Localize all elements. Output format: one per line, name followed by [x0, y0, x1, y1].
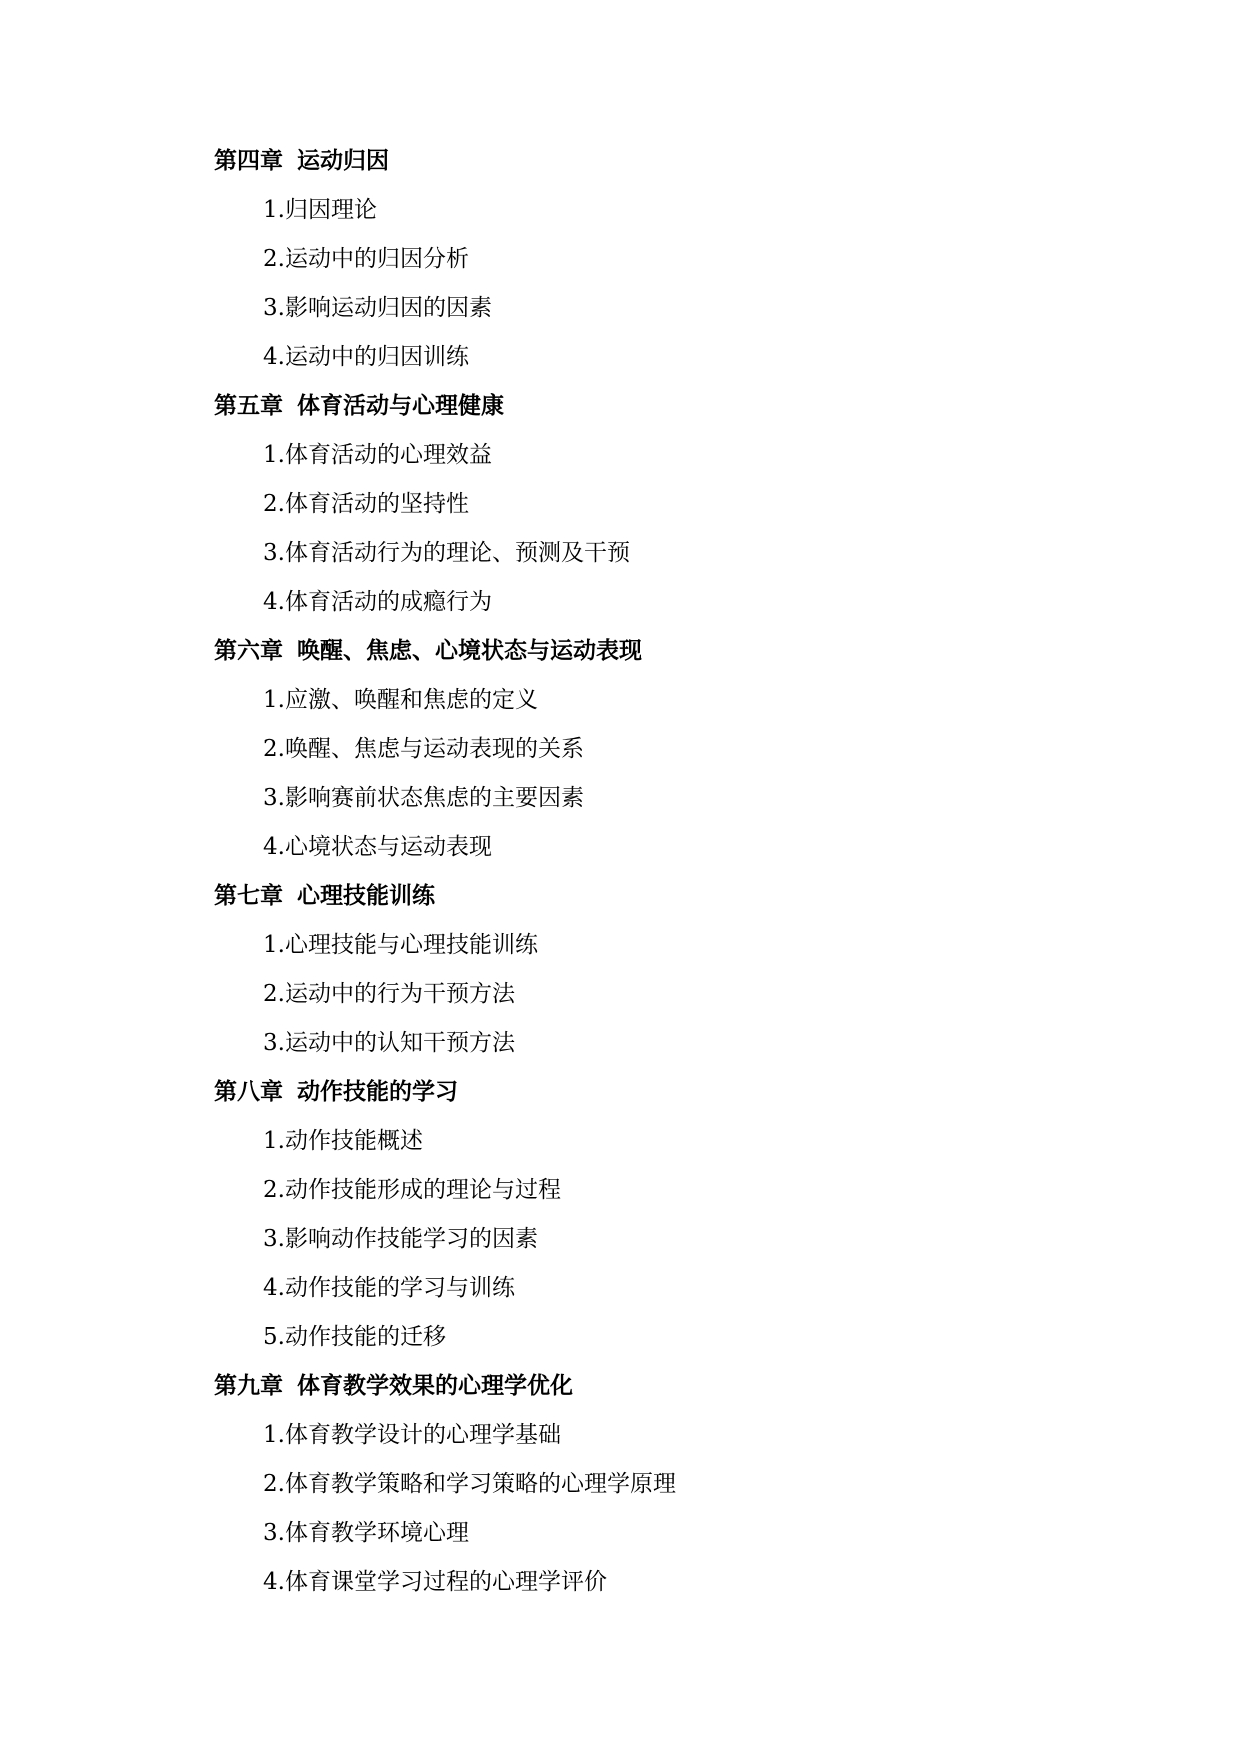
section-item: 2.体育教学策略和学习策略的心理学原理: [263, 1471, 676, 1497]
section-list: [214, 186, 1114, 382]
section-item: 1.动作技能概述: [263, 1128, 423, 1154]
chapter-number: 第九章: [214, 1373, 283, 1399]
chapter-number: 第七章: [214, 883, 283, 909]
chapter-heading: [214, 382, 1114, 431]
chapter-title: 心理技能训练: [297, 883, 435, 909]
section-item: 4.体育活动的成瘾行为: [263, 589, 492, 615]
section-list: [214, 1411, 1114, 1607]
section-list: [214, 1117, 1114, 1362]
chapter-title: 运动归因: [297, 148, 389, 174]
section-item: 1.体育活动的心理效益: [263, 442, 492, 468]
chapter-title: 唤醒、焦虑、心境状态与运动表现: [297, 638, 642, 664]
chapter-number: 第四章: [214, 148, 283, 174]
section-item: 2.运动中的行为干预方法: [263, 981, 515, 1007]
chapter-6: [214, 627, 1114, 872]
section-item: 1.心理技能与心理技能训练: [263, 932, 538, 958]
chapter-title: 体育活动与心理健康: [297, 393, 504, 419]
section-list: [214, 921, 1114, 1068]
section-list: [214, 431, 1114, 627]
section-item: 3.影响运动归因的因素: [263, 295, 492, 321]
chapter-8: [214, 1068, 1114, 1362]
section-item: 4.体育课堂学习过程的心理学评价: [263, 1569, 607, 1595]
chapter-outline: [214, 137, 1114, 1607]
chapter-heading: [214, 1362, 1114, 1411]
section-item: 5.动作技能的迁移: [263, 1324, 446, 1350]
chapter-4: [214, 137, 1114, 382]
section-item: 3.运动中的认知干预方法: [263, 1030, 515, 1056]
chapter-heading: [214, 872, 1114, 921]
section-item: 4.心境状态与运动表现: [263, 834, 492, 860]
chapter-heading: [214, 627, 1114, 676]
section-item: 2.唤醒、焦虑与运动表现的关系: [263, 736, 584, 762]
chapter-title: 动作技能的学习: [297, 1079, 458, 1105]
chapter-heading: [214, 137, 1114, 186]
section-item: 4.运动中的归因训练: [263, 344, 469, 370]
section-item: 3.影响赛前状态焦虑的主要因素: [263, 785, 584, 811]
chapter-9: [214, 1362, 1114, 1607]
section-item: 3.体育活动行为的理论、预测及干预: [263, 540, 630, 566]
chapter-7: [214, 872, 1114, 1068]
section-item: 2.体育活动的坚持性: [263, 491, 469, 517]
chapter-number: 第六章: [214, 638, 283, 664]
chapter-5: [214, 382, 1114, 627]
section-item: 2.动作技能形成的理论与过程: [263, 1177, 561, 1203]
section-item: 1.归因理论: [263, 197, 377, 223]
chapter-number: 第八章: [214, 1079, 283, 1105]
section-item: 1.体育教学设计的心理学基础: [263, 1422, 561, 1448]
section-item: 3.体育教学环境心理: [263, 1520, 469, 1546]
section-item: 3.影响动作技能学习的因素: [263, 1226, 538, 1252]
chapter-heading: [214, 1068, 1114, 1117]
section-list: [214, 676, 1114, 872]
section-item: 1.应激、唤醒和焦虑的定义: [263, 687, 538, 713]
chapter-title: 体育教学效果的心理学优化: [297, 1373, 573, 1399]
section-item: 4.动作技能的学习与训练: [263, 1275, 515, 1301]
section-item: 2.运动中的归因分析: [263, 246, 469, 272]
chapter-number: 第五章: [214, 393, 283, 419]
